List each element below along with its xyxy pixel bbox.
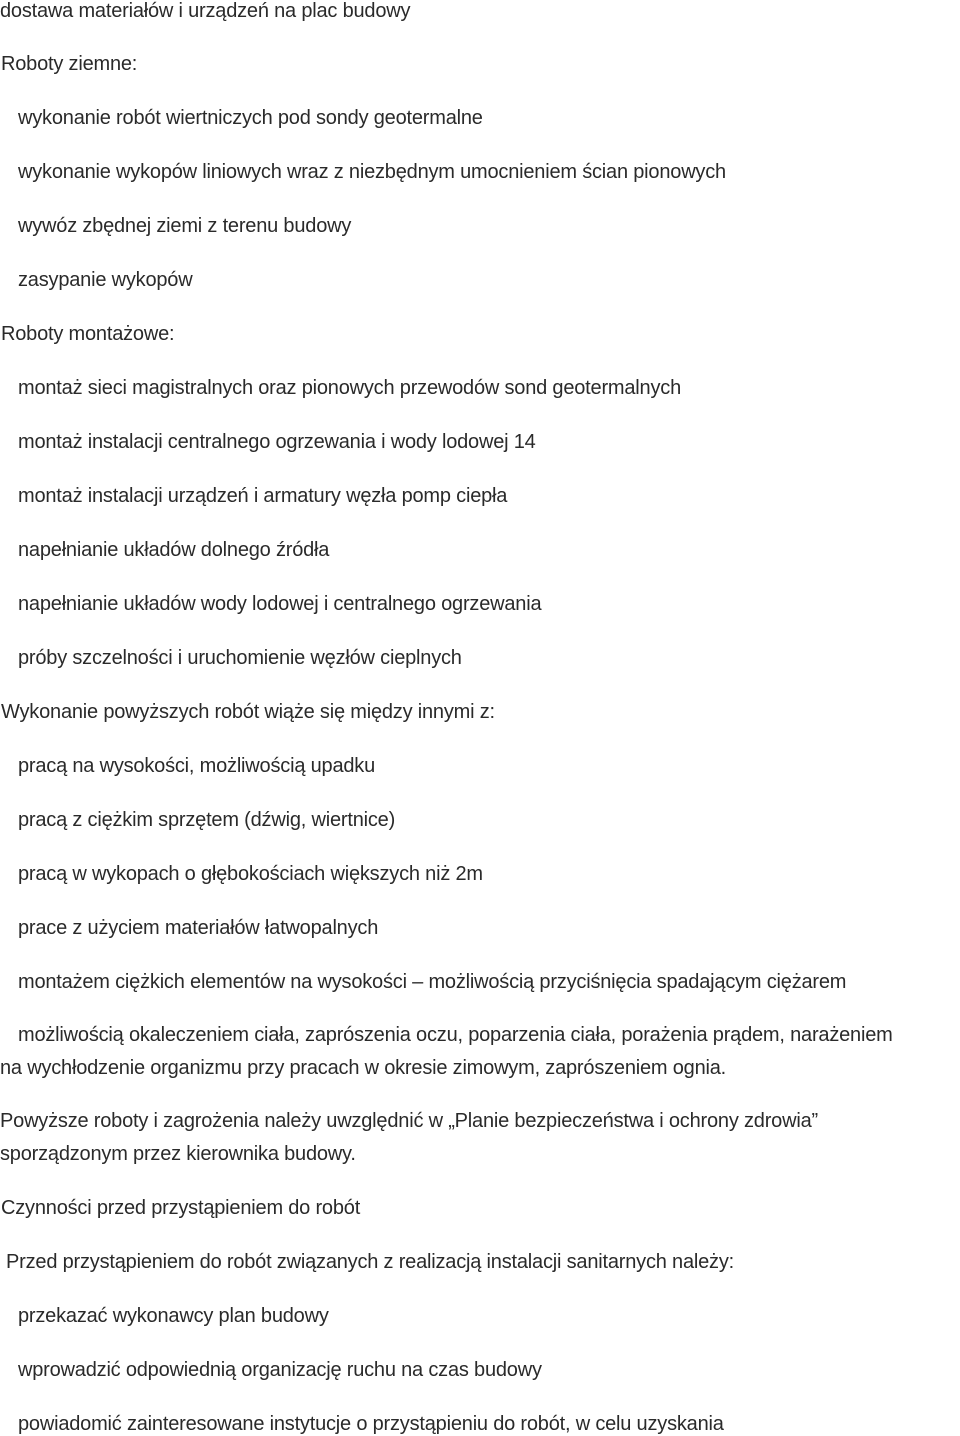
list-item: napełnianie układów dolnego źródła <box>18 539 330 561</box>
list-item: zasypanie wykopów <box>18 269 193 291</box>
list-item: prace z użyciem materiałów łatwopalnych <box>18 917 379 939</box>
list-item: możliwością okaleczeniem ciała, zaprószenia oczu, poparzenia ciała, porażenia prądem, narażeniem <box>18 1024 893 1046</box>
paragraph: Powyższe roboty i zagrożenia należy uwzględnić w „Planie bezpieczeństwa i ochrony zdrowia” <box>0 1110 818 1132</box>
section-heading: Roboty ziemne: <box>1 53 138 75</box>
list-item: wywóz zbędnej ziemi z terenu budowy <box>18 215 352 237</box>
list-item: próby szczelności i uruchomienie węzłów cieplnych <box>18 647 462 669</box>
list-item: montaż sieci magistralnych oraz pionowych przewodów sond geotermalnych <box>18 377 681 399</box>
paragraph-continuation: sporządzonym przez kierownika budowy. <box>0 1143 356 1165</box>
list-item: przekazać wykonawcy plan budowy <box>18 1305 329 1327</box>
list-item: montażem ciężkich elementów na wysokości – możliwością przyciśnięcia spadającym ciężarem <box>18 971 847 993</box>
list-item: wprowadzić odpowiednią organizację ruchu na czas budowy <box>18 1359 542 1381</box>
list-item: pracą w wykopach o głębokościach większych niż 2m <box>18 863 483 885</box>
list-item: pracą na wysokości, możliwością upadku <box>18 755 376 777</box>
list-item: napełnianie układów wody lodowej i centralnego ogrzewania <box>18 593 542 615</box>
paragraph: Przed przystąpieniem do robót związanych z realizacją instalacji sanitarnych należy: <box>6 1251 734 1273</box>
list-item: powiadomić zainteresowane instytucje o przystąpieniu do robót, w celu uzyskania <box>18 1413 724 1435</box>
list-item: montaż instalacji urządzeń i armatury węzła pomp ciepła <box>18 485 508 507</box>
list-item: dostawa materiałów i urządzeń na plac budowy <box>0 0 411 22</box>
list-item: montaż instalacji centralnego ogrzewania i wody lodowej 14 <box>18 431 536 453</box>
list-item: pracą z ciężkim sprzętem (dźwig, wiertnice) <box>18 809 396 831</box>
list-item: wykonanie wykopów liniowych wraz z niezbędnym umocnieniem ścian pionowych <box>18 161 726 183</box>
section-heading: Czynności przed przystąpieniem do robót <box>1 1197 361 1219</box>
section-heading: Roboty montażowe: <box>1 323 175 345</box>
list-item-continuation: na wychłodzenie organizmu przy pracach w okresie zimowym, zaprószeniem ognia. <box>0 1057 727 1079</box>
list-item: wykonanie robót wiertniczych pod sondy geotermalne <box>18 107 483 129</box>
section-heading: Wykonanie powyższych robót wiąże się między innymi z: <box>1 701 495 723</box>
